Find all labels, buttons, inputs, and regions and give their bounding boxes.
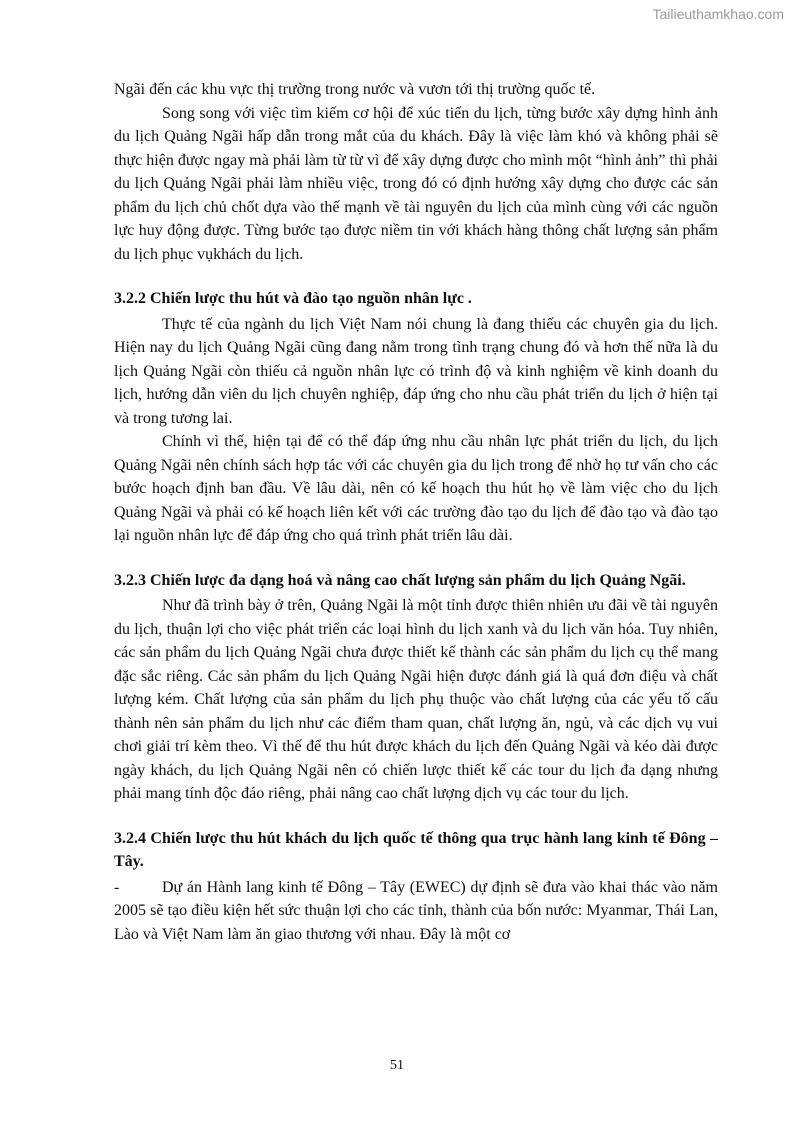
section-heading-3-2-2: 3.2.2 Chiến lược thu hút và đào tạo nguồn nhân lực . [114,290,472,307]
paragraph-continuation: Ngãi đến các khu vực thị trường trong nước và vươn tới thị trường quốc tế. [114,81,596,98]
paragraph: Như đã trình bày ở trên, Quảng Ngãi là một tỉnh được thiên nhiên ưu đãi về tài nguyên du lịch, thuận lợi cho việc phát triển các loại hình du lịch xanh và du lịch văn hóa. Tuy nhiên, các sản phẩm du lịch Quảng Ngãi chưa được thiết kế thành các sản phẩm du lịch cụ thể mang đặc sắc riêng. Các sản phẩm du lịch Quảng Ngãi hiện được đánh giá là quá đơn điệu và chất lượng kém. Chất lượng của sản phẩm du lịch phụ thuộc vào chất lượng của các yếu tố cấu thành nên sản phẩm du lịch như các điểm tham quan, chất lượng ăn, ngủ, và các dịch vụ vui chơi giải trí kèm theo. Vì thế để thu hút được khách du lịch đến Quảng Ngãi và kéo dài được ngày khách, du lịch Quảng Ngãi nên có chiến lược thiết kế các tour du lịch đa dạng nhưng phải mang tính độc đáo riêng, phải nâng cao chất lượng dịch vụ các tour du lịch. [114,597,718,802]
bullet-dash: - [114,878,120,896]
page-number: 51 [390,1058,404,1073]
watermark: Tailieuthamkhao.com [652,6,784,22]
bullet-text: Dự án Hành lang kinh tế Đông – Tây (EWEC) dự định sẽ đưa vào khai thác vào năm 2005 sẽ tạo điều kiện hết sức thuận lợi cho các tỉnh, thành của bốn nước: Myanmar, Thái Lan, Lào và Việt Nam làm ăn giao thương với nhau. Đây là một cơ [114,878,718,943]
bullet-paragraph [114,876,718,947]
document-body [114,78,718,946]
section-heading-3-2-4: 3.2.4 Chiến lược thu hút khách du lịch quốc tế thông qua trục hành lang kinh tế Đông – Tây. [114,829,718,870]
section-heading-3-2-3: 3.2.3 Chiến lược đa dạng hoá và nâng cao chất lượng sản phẩm du lịch Quảng Ngãi. [114,571,686,589]
paragraph: Song song với việc tìm kiếm cơ hội để xúc tiến du lịch, từng bước xây dựng hình ảnh du lịch Quảng Ngãi hấp dẫn trong mắt của du khách. Đây là việc làm khó và không phải sẽ thực hiện được ngay mà phải làm từ từ vì để xây dựng được cho mình một “hình ảnh” thì phải du lịch Quảng Ngãi phải làm nhiều việc, trong đó có định hướng xây dựng cho được các sản phẩm du lịch chủ chốt dựa vào thế mạnh về tài nguyên du lịch của mình cùng với các nguồn lực huy động được. Từng bước tạo được niềm tin với khách hàng thông chất lượng sản phẩm du lịch phục vụkhách du lịch. [114,104,718,263]
paragraph: Chính vì thế, hiện tại để có thể đáp ứng nhu cầu nhân lực phát triển du lịch, du lịch Quảng Ngãi nên chính sách hợp tác với các chuyên gia du lịch trong để nhờ họ tư vấn cho các bước hoạch định ban đầu. Về lâu dài, nên có kế hoạch thu hút họ về làm việc cho du lịch Quảng Ngãi và phải có kế hoạch liên kết với các trường đào tạo du lịch để đào tạo và đào tạo lại nguồn nhân lực để đáp ứng cho quá trình phát triển lâu dài. [114,433,718,544]
paragraph: Thực tế của ngành du lịch Việt Nam nói chung là đang thiếu các chuyên gia du lịch. Hiện nay du lịch Quảng Ngãi cũng đang nằm trong tình trạng chung đó và hơn thế nữa là du lịch Quảng Ngãi còn thiếu cả nguồn nhân lực có trình độ và kinh nghiệm về kinh doanh du lịch, hướng dẫn viên du lịch chuyên nghiệp, đáp ứng cho nhu cầu phát triển du lịch ở hiện tại và trong tương lai. [114,315,718,427]
